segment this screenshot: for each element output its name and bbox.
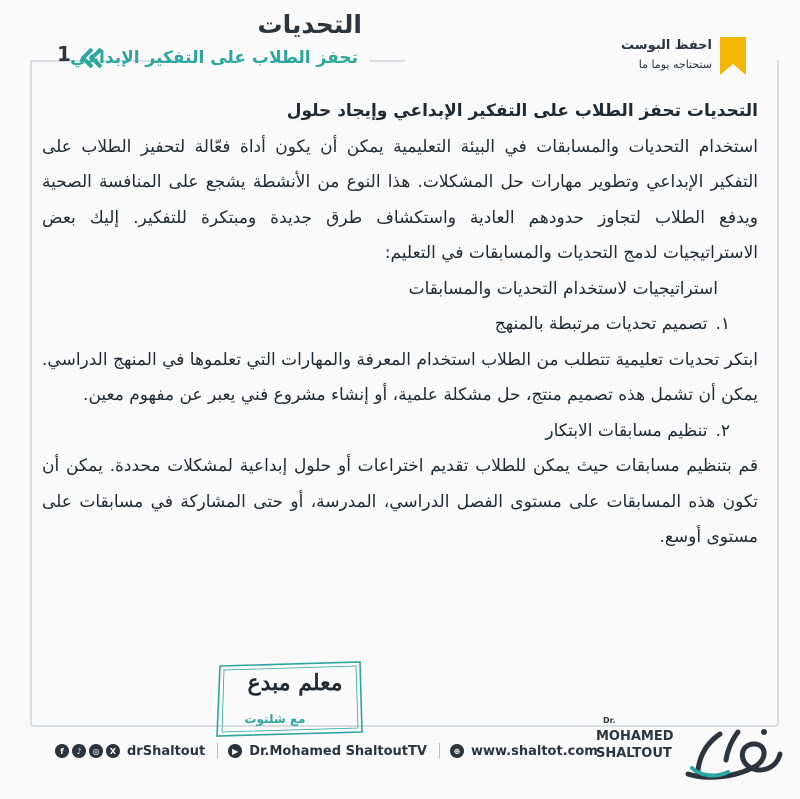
list-item-number: ٢. [715, 420, 730, 441]
list-item-title: تنظيم مسابقات الابتكار [545, 420, 708, 441]
brand-name-line2: SHALTOUT [596, 746, 672, 761]
signature-logo [676, 714, 786, 786]
mobdi-logo-subtext: مع شلتوت [244, 712, 306, 726]
brand-name-line1: MOHAMED [596, 729, 674, 744]
frame-top-line-right [370, 60, 405, 62]
bookmark-icon[interactable] [720, 37, 746, 75]
youtube-channel[interactable]: Dr.Mohamed ShaltoutTV [249, 743, 427, 759]
article-intro: استخدام التحديات والمسابقات في البيئة التعليمية يمكن أن يكون أداة فعّالة لتحفيز الطلاب على التفكير الإبداعي وتطوير مهارات حل المشكلات. هذا النوع من الأنشطة يشجع على المنافسة الصحية ويدفع الطلاب لتجاوز حدودهم العادية واستكشاف طرق جديدة ومبتكرة للتفكير. إليك بعض الاستراتيجيات لدمج التحديات والمسابقات في التعليم: [42, 136, 758, 263]
article-body [42, 94, 758, 556]
youtube-icon[interactable]: ▶ [228, 744, 242, 758]
page-title: التحديات [257, 10, 362, 39]
x-icon[interactable]: X [106, 744, 120, 758]
globe-icon[interactable]: ⊕ [450, 744, 464, 758]
facebook-icon[interactable]: f [55, 744, 69, 758]
footer-bar [55, 742, 610, 760]
post-number: 1 [57, 42, 71, 66]
website-link[interactable]: www.shaltot.com [470, 743, 598, 759]
article-heading: التحديات تحفز الطلاب على التفكير الإبداعي وإيجاد حلول [286, 101, 758, 121]
list-item-number: ١. [715, 314, 730, 334]
save-post-title: احفظ البوست [621, 38, 712, 53]
instagram-icon[interactable]: ◎ [89, 744, 103, 758]
save-post-subtitle: ستحتاجه يوما ما [638, 58, 712, 71]
list-item-text: ابتكر تحديات تعليمية تتطلب من الطلاب استخدام المعرفة والمهارات التي تعلموها في المنهج الدراسي. يمكن أن تشمل هذه تصميم منتج، حل مشكلة علمية، أو إنشاء مشروع فني يعبر عن مفهوم معين. [42, 349, 758, 405]
social-handle[interactable]: drShaltout [127, 743, 206, 759]
list-item [42, 307, 758, 343]
tiktok-icon[interactable]: ♪ [72, 744, 86, 758]
chevron-left-icon [78, 47, 104, 69]
brand-dr-label: Dr. [603, 716, 616, 725]
list-item [42, 414, 758, 450]
list-item-text: قم بتنظيم مسابقات حيث يمكن للطلاب تقديم اختراعات أو حلول إبداعية لمشكلات محددة. يمكن أن تكون هذه المسابقات على مستوى الفصل الدراسي، المدرسة، أو حتى المشاركة في مسابقات على مستوى أوسع. [42, 456, 758, 547]
footer-divider [439, 743, 440, 759]
mobdi-logo-text: معلم مبدع [247, 670, 343, 696]
page-subtitle: تحفز الطلاب على التفكير الإبداعي [70, 48, 358, 68]
strategies-title: استراتيجيات لاستخدام التحديات والمسابقات [408, 278, 718, 299]
list-item-title: تصميم تحديات مرتبطة بالمنهج [494, 314, 708, 334]
footer-divider [217, 743, 218, 759]
